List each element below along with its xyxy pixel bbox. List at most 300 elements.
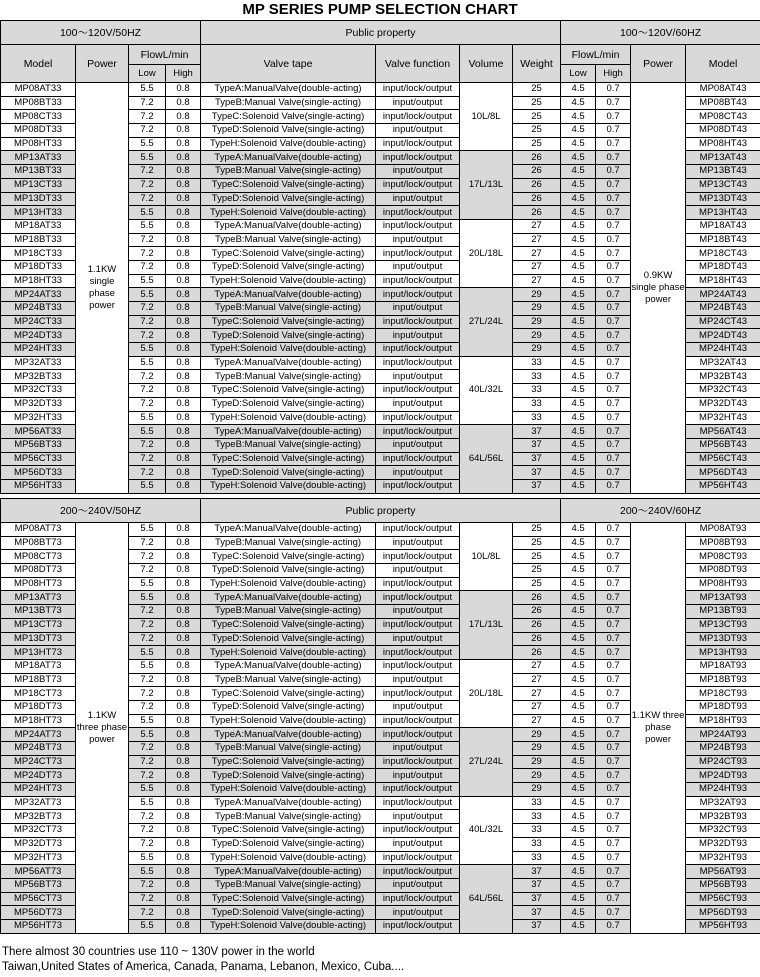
flow-low: 5.5 <box>129 288 166 302</box>
flow-header: FlowL/min <box>129 45 201 65</box>
weight: 29 <box>513 329 561 343</box>
model-left: MP18AT33 <box>1 219 76 233</box>
model-right: MP08CT43 <box>686 110 760 124</box>
valve-function: input/lock/output <box>376 206 460 220</box>
flow-high-right: 0.7 <box>596 742 631 756</box>
valve-type: TypeA:ManualValve(double-acting) <box>201 151 376 165</box>
model-left: MP56AT73 <box>1 865 76 879</box>
model-left: MP08AT33 <box>1 83 76 97</box>
flow-high: 0.8 <box>166 824 201 838</box>
model-right: MP24HT93 <box>686 783 760 797</box>
model-left: MP13AT33 <box>1 151 76 165</box>
valve-type: TypeD:Solenoid Valve(single-acting) <box>201 329 376 343</box>
flow-high: 0.8 <box>166 165 201 179</box>
flow-high-right: 0.7 <box>596 288 631 302</box>
model-right: MP56AT43 <box>686 425 760 439</box>
valve-function: input/output <box>376 124 460 138</box>
valve-type: TypeB:Manual Valve(single-acting) <box>201 96 376 110</box>
flow-high: 0.8 <box>166 137 201 151</box>
flow-high-right: 0.7 <box>596 837 631 851</box>
volume-cell: 40L/32L <box>460 796 513 864</box>
valve-type: TypeH:Solenoid Valve(double-acting) <box>201 851 376 865</box>
flow-high-right: 0.7 <box>596 233 631 247</box>
model-right: MP13CT93 <box>686 618 760 632</box>
model-right: MP32DT43 <box>686 397 760 411</box>
model-right: MP08AT43 <box>686 83 760 97</box>
valve-type: TypeC:Solenoid Valve(single-acting) <box>201 824 376 838</box>
flow-low-right: 4.5 <box>561 260 596 274</box>
valve-type: TypeA:ManualValve(double-acting) <box>201 865 376 879</box>
weight: 26 <box>513 192 561 206</box>
flow-low-right: 4.5 <box>561 479 596 493</box>
model-right: MP24AT43 <box>686 288 760 302</box>
model-right: MP56HT43 <box>686 479 760 493</box>
model-left: MP18BT33 <box>1 233 76 247</box>
valve-function: input/lock/output <box>376 550 460 564</box>
flow-high-right: 0.7 <box>596 536 631 550</box>
valve-type: TypeD:Solenoid Valve(single-acting) <box>201 564 376 578</box>
flow-high: 0.8 <box>166 356 201 370</box>
weight: 25 <box>513 523 561 537</box>
flow-low-right: 4.5 <box>561 605 596 619</box>
flow-low: 5.5 <box>129 851 166 865</box>
valve-function: input/lock/output <box>376 479 460 493</box>
flow-low: 7.2 <box>129 837 166 851</box>
weight: 29 <box>513 755 561 769</box>
flow-high: 0.8 <box>166 837 201 851</box>
model-right: MP56BT93 <box>686 878 760 892</box>
flow-high: 0.8 <box>166 796 201 810</box>
valve-function: input/output <box>376 438 460 452</box>
valve-function: input/output <box>376 233 460 247</box>
model-left: MP24BT73 <box>1 742 76 756</box>
weight: 29 <box>513 742 561 756</box>
valve-function: input/lock/output <box>376 714 460 728</box>
flow-low: 7.2 <box>129 878 166 892</box>
model-right: MP13AT43 <box>686 151 760 165</box>
flow-high-right: 0.7 <box>596 315 631 329</box>
model-left: MP18CT33 <box>1 247 76 261</box>
flow-high: 0.8 <box>166 452 201 466</box>
valve-type: TypeA:ManualValve(double-acting) <box>201 591 376 605</box>
flow-high: 0.8 <box>166 438 201 452</box>
flow-low: 5.5 <box>129 796 166 810</box>
valve-type: TypeB:Manual Valve(single-acting) <box>201 878 376 892</box>
valve-function: input/lock/output <box>376 452 460 466</box>
flow-high: 0.8 <box>166 425 201 439</box>
model-left: MP56CT73 <box>1 892 76 906</box>
flow-high: 0.8 <box>166 618 201 632</box>
flow-high-right: 0.7 <box>596 673 631 687</box>
flow-low: 5.5 <box>129 343 166 357</box>
flow-high: 0.8 <box>166 274 201 288</box>
power-right: 1.1KW three phase power <box>631 523 686 934</box>
flow-low-right: 4.5 <box>561 769 596 783</box>
flow-low: 7.2 <box>129 315 166 329</box>
flow-high: 0.8 <box>166 892 201 906</box>
weight: 29 <box>513 315 561 329</box>
model-right: MP18AT93 <box>686 659 760 673</box>
valve-type: TypeB:Manual Valve(single-acting) <box>201 673 376 687</box>
flow-high: 0.8 <box>166 206 201 220</box>
selection-table-110v <box>0 20 760 494</box>
volume-cell: 27L/24L <box>460 728 513 796</box>
flow-high: 0.8 <box>166 233 201 247</box>
weight: 26 <box>513 206 561 220</box>
weight-header: Weight <box>513 45 561 83</box>
weight: 27 <box>513 687 561 701</box>
valve-type: TypeB:Manual Valve(single-acting) <box>201 302 376 316</box>
model-left: MP13BT33 <box>1 165 76 179</box>
model-right: MP24HT43 <box>686 343 760 357</box>
model-left: MP08HT33 <box>1 137 76 151</box>
model-right: MP08HT93 <box>686 577 760 591</box>
volume-cell: 27L/24L <box>460 288 513 356</box>
valve-type: TypeD:Solenoid Valve(single-acting) <box>201 124 376 138</box>
model-left: MP24HT73 <box>1 783 76 797</box>
flow-high: 0.8 <box>166 577 201 591</box>
flow-low-right: 4.5 <box>561 591 596 605</box>
flow-high: 0.8 <box>166 700 201 714</box>
flow-high: 0.8 <box>166 96 201 110</box>
model-left: MP24AT73 <box>1 728 76 742</box>
valve-function: input/lock/output <box>376 315 460 329</box>
flow-high-right: 0.7 <box>596 919 631 933</box>
model-left: MP32CT73 <box>1 824 76 838</box>
valve-function: input/output <box>376 96 460 110</box>
weight: 29 <box>513 728 561 742</box>
model-right: MP56AT93 <box>686 865 760 879</box>
flow-high: 0.8 <box>166 151 201 165</box>
flow-low: 7.2 <box>129 632 166 646</box>
model-right: MP24BT43 <box>686 302 760 316</box>
valve-function: input/lock/output <box>376 274 460 288</box>
weight: 33 <box>513 810 561 824</box>
flow-high: 0.8 <box>166 728 201 742</box>
model-right: MP32BT43 <box>686 370 760 384</box>
flow-low: 7.2 <box>129 397 166 411</box>
flow-high: 0.8 <box>166 906 201 920</box>
valve-type: TypeD:Solenoid Valve(single-acting) <box>201 837 376 851</box>
valve-type: TypeA:ManualValve(double-acting) <box>201 523 376 537</box>
valve-type: TypeH:Solenoid Valve(double-acting) <box>201 714 376 728</box>
flow-low-right: 4.5 <box>561 233 596 247</box>
flow-low-right: 4.5 <box>561 302 596 316</box>
valve-type: TypeC:Solenoid Valve(single-acting) <box>201 247 376 261</box>
valve-function: input/lock/output <box>376 425 460 439</box>
flow-high: 0.8 <box>166 919 201 933</box>
model-left: MP24AT33 <box>1 288 76 302</box>
valve-function: input/output <box>376 742 460 756</box>
weight: 33 <box>513 384 561 398</box>
model-right: MP56HT93 <box>686 919 760 933</box>
flow-low-right: 4.5 <box>561 110 596 124</box>
valve-type: TypeH:Solenoid Valve(double-acting) <box>201 343 376 357</box>
valve-type: TypeC:Solenoid Valve(single-acting) <box>201 178 376 192</box>
valve-function: input/lock/output <box>376 411 460 425</box>
valve-type: TypeA:ManualValve(double-acting) <box>201 796 376 810</box>
model-right: MP18BT43 <box>686 233 760 247</box>
model-right: MP18CT93 <box>686 687 760 701</box>
power-left: 1.1KW single phase power <box>76 83 129 494</box>
model-left: MP13BT73 <box>1 605 76 619</box>
model-right: MP13CT43 <box>686 178 760 192</box>
valve-function: input/output <box>376 536 460 550</box>
weight: 27 <box>513 714 561 728</box>
weight: 27 <box>513 247 561 261</box>
flow-low: 7.2 <box>129 233 166 247</box>
model-right: MP32DT93 <box>686 837 760 851</box>
flow-high: 0.8 <box>166 384 201 398</box>
flow-high: 0.8 <box>166 878 201 892</box>
flow-low: 7.2 <box>129 452 166 466</box>
flow-low-right: 4.5 <box>561 742 596 756</box>
flow-high-right: 0.7 <box>596 769 631 783</box>
model-right: MP18HT93 <box>686 714 760 728</box>
weight: 26 <box>513 165 561 179</box>
flow-high-right: 0.7 <box>596 397 631 411</box>
flow-high-right: 0.7 <box>596 659 631 673</box>
model-right: MP18DT93 <box>686 700 760 714</box>
flow-low-right: 4.5 <box>561 315 596 329</box>
valve-function: input/lock/output <box>376 618 460 632</box>
flow-low-right: 4.5 <box>561 288 596 302</box>
valve-function: input/output <box>376 810 460 824</box>
valve-type: TypeA:ManualValve(double-acting) <box>201 356 376 370</box>
flow-low-right: 4.5 <box>561 452 596 466</box>
weight: 29 <box>513 343 561 357</box>
flow-high: 0.8 <box>166 564 201 578</box>
valve-function: input/lock/output <box>376 83 460 97</box>
model-left: MP08AT73 <box>1 523 76 537</box>
table-body <box>1 523 760 934</box>
weight: 33 <box>513 796 561 810</box>
flow-low: 5.5 <box>129 591 166 605</box>
valve-type: TypeA:ManualValve(double-acting) <box>201 288 376 302</box>
valve-function: input/lock/output <box>376 591 460 605</box>
valve-function: input/output <box>376 192 460 206</box>
flow-high-right: 0.7 <box>596 564 631 578</box>
model-left: MP18CT73 <box>1 687 76 701</box>
table-row <box>1 83 760 97</box>
model-left: MP24CT73 <box>1 755 76 769</box>
weight: 25 <box>513 110 561 124</box>
flow-low-right: 4.5 <box>561 274 596 288</box>
flow-high: 0.8 <box>166 851 201 865</box>
weight: 33 <box>513 824 561 838</box>
weight: 37 <box>513 878 561 892</box>
flow-high-right: 0.7 <box>596 577 631 591</box>
flow-high: 0.8 <box>166 687 201 701</box>
flow-low: 7.2 <box>129 466 166 480</box>
valve-function: input/output <box>376 397 460 411</box>
weight: 25 <box>513 577 561 591</box>
flow-low-right: 4.5 <box>561 438 596 452</box>
valve-type: TypeH:Solenoid Valve(double-acting) <box>201 411 376 425</box>
flow-high-right: 0.7 <box>596 274 631 288</box>
weight: 25 <box>513 137 561 151</box>
model-right: MP08BT93 <box>686 536 760 550</box>
power-left: 1.1KW three phase power <box>76 523 129 934</box>
flow-low-right: 4.5 <box>561 810 596 824</box>
valve-type: TypeC:Solenoid Valve(single-acting) <box>201 452 376 466</box>
valve-function: input/lock/output <box>376 783 460 797</box>
flow-low: 7.2 <box>129 742 166 756</box>
model-header: Model <box>1 45 76 83</box>
model-left: MP13CT33 <box>1 178 76 192</box>
flow-low-right: 4.5 <box>561 714 596 728</box>
flow-low: 7.2 <box>129 247 166 261</box>
weight: 33 <box>513 851 561 865</box>
flow-low-header: Low <box>561 65 596 83</box>
flow-low: 7.2 <box>129 755 166 769</box>
flow-low: 5.5 <box>129 206 166 220</box>
flow-low: 5.5 <box>129 728 166 742</box>
weight: 27 <box>513 233 561 247</box>
model-right: MP24DT93 <box>686 769 760 783</box>
weight: 25 <box>513 536 561 550</box>
volume-cell: 40L/32L <box>460 356 513 424</box>
flow-low: 7.2 <box>129 384 166 398</box>
flow-low: 5.5 <box>129 919 166 933</box>
flow-low-right: 4.5 <box>561 673 596 687</box>
weight: 37 <box>513 479 561 493</box>
model-right: MP13DT43 <box>686 192 760 206</box>
flow-low: 7.2 <box>129 302 166 316</box>
valve-function: input/lock/output <box>376 110 460 124</box>
model-left: MP18AT73 <box>1 659 76 673</box>
valve-type: TypeB:Manual Valve(single-acting) <box>201 536 376 550</box>
model-right: MP18BT93 <box>686 673 760 687</box>
power-header: Power <box>76 45 129 83</box>
flow-high-right: 0.7 <box>596 783 631 797</box>
valve-function: input/output <box>376 878 460 892</box>
model-left: MP56HT73 <box>1 919 76 933</box>
flow-low-right: 4.5 <box>561 577 596 591</box>
flow-low: 7.2 <box>129 892 166 906</box>
flow-high-right: 0.7 <box>596 260 631 274</box>
weight: 33 <box>513 370 561 384</box>
model-right: MP13HT43 <box>686 206 760 220</box>
valve-type: TypeC:Solenoid Valve(single-acting) <box>201 618 376 632</box>
model-right: MP32HT43 <box>686 411 760 425</box>
flow-high: 0.8 <box>166 479 201 493</box>
valve-type: TypeH:Solenoid Valve(double-acting) <box>201 919 376 933</box>
model-right: MP08HT43 <box>686 137 760 151</box>
valve-function: input/lock/output <box>376 288 460 302</box>
model-right: MP32HT93 <box>686 851 760 865</box>
model-left: MP56CT33 <box>1 452 76 466</box>
valve-type: TypeA:ManualValve(double-acting) <box>201 425 376 439</box>
valve-function: input/lock/output <box>376 151 460 165</box>
flow-low: 5.5 <box>129 137 166 151</box>
valve-type: TypeC:Solenoid Valve(single-acting) <box>201 384 376 398</box>
weight: 26 <box>513 591 561 605</box>
flow-high: 0.8 <box>166 523 201 537</box>
valve-type: TypeC:Solenoid Valve(single-acting) <box>201 315 376 329</box>
model-right: MP13AT93 <box>686 591 760 605</box>
flow-high-right: 0.7 <box>596 714 631 728</box>
flow-high: 0.8 <box>166 178 201 192</box>
flow-low: 7.2 <box>129 618 166 632</box>
flow-low: 5.5 <box>129 659 166 673</box>
flow-low-right: 4.5 <box>561 165 596 179</box>
valve-function: input/lock/output <box>376 247 460 261</box>
flow-low-right: 4.5 <box>561 700 596 714</box>
flow-low: 7.2 <box>129 564 166 578</box>
valve-function: input/lock/output <box>376 343 460 357</box>
model-left: MP24DT33 <box>1 329 76 343</box>
weight: 26 <box>513 618 561 632</box>
valve-type: TypeB:Manual Valve(single-acting) <box>201 605 376 619</box>
section-title-right: 200～240V/60HZ <box>561 499 760 523</box>
model-left: MP56BT73 <box>1 878 76 892</box>
flow-high: 0.8 <box>166 591 201 605</box>
flow-high-right: 0.7 <box>596 605 631 619</box>
volume-cell: 64L/56L <box>460 865 513 933</box>
weight: 26 <box>513 605 561 619</box>
flow-low: 7.2 <box>129 96 166 110</box>
model-left: MP18DT73 <box>1 700 76 714</box>
model-left: MP32BT33 <box>1 370 76 384</box>
flow-low: 7.2 <box>129 673 166 687</box>
flow-high-right: 0.7 <box>596 329 631 343</box>
flow-high: 0.8 <box>166 260 201 274</box>
flow-high: 0.8 <box>166 742 201 756</box>
flow-high: 0.8 <box>166 288 201 302</box>
model-right: MP56CT93 <box>686 892 760 906</box>
model-right: MP24CT43 <box>686 315 760 329</box>
valve-function: input/lock/output <box>376 892 460 906</box>
model-left: MP08HT73 <box>1 577 76 591</box>
flow-high: 0.8 <box>166 659 201 673</box>
flow-high: 0.8 <box>166 110 201 124</box>
flow-high: 0.8 <box>166 219 201 233</box>
model-left: MP24CT33 <box>1 315 76 329</box>
flow-high-right: 0.7 <box>596 247 631 261</box>
flow-low: 5.5 <box>129 865 166 879</box>
flow-high-right: 0.7 <box>596 192 631 206</box>
flow-low: 7.2 <box>129 906 166 920</box>
section-title-left: 200～240V/50HZ <box>1 499 201 523</box>
volume-cell: 10L/8L <box>460 83 513 151</box>
weight: 33 <box>513 356 561 370</box>
valve-type: TypeD:Solenoid Valve(single-acting) <box>201 769 376 783</box>
volume-cell: 17L/13L <box>460 151 513 219</box>
flow-high-right: 0.7 <box>596 178 631 192</box>
valve-function: input/lock/output <box>376 646 460 660</box>
flow-low-right: 4.5 <box>561 124 596 138</box>
model-left: MP56AT33 <box>1 425 76 439</box>
model-right: MP08CT93 <box>686 550 760 564</box>
flow-high: 0.8 <box>166 865 201 879</box>
model-right: MP24DT43 <box>686 329 760 343</box>
weight: 33 <box>513 397 561 411</box>
model-left: MP08DT73 <box>1 564 76 578</box>
weight: 37 <box>513 906 561 920</box>
flow-low: 5.5 <box>129 83 166 97</box>
flow-low: 7.2 <box>129 810 166 824</box>
flow-low-right: 4.5 <box>561 83 596 97</box>
valve-type: TypeD:Solenoid Valve(single-acting) <box>201 906 376 920</box>
model-left: MP08CT73 <box>1 550 76 564</box>
flow-low: 7.2 <box>129 438 166 452</box>
flow-low: 7.2 <box>129 769 166 783</box>
valve-type: TypeD:Solenoid Valve(single-acting) <box>201 632 376 646</box>
flow-low: 7.2 <box>129 110 166 124</box>
flow-low: 7.2 <box>129 329 166 343</box>
flow-low-right: 4.5 <box>561 837 596 851</box>
